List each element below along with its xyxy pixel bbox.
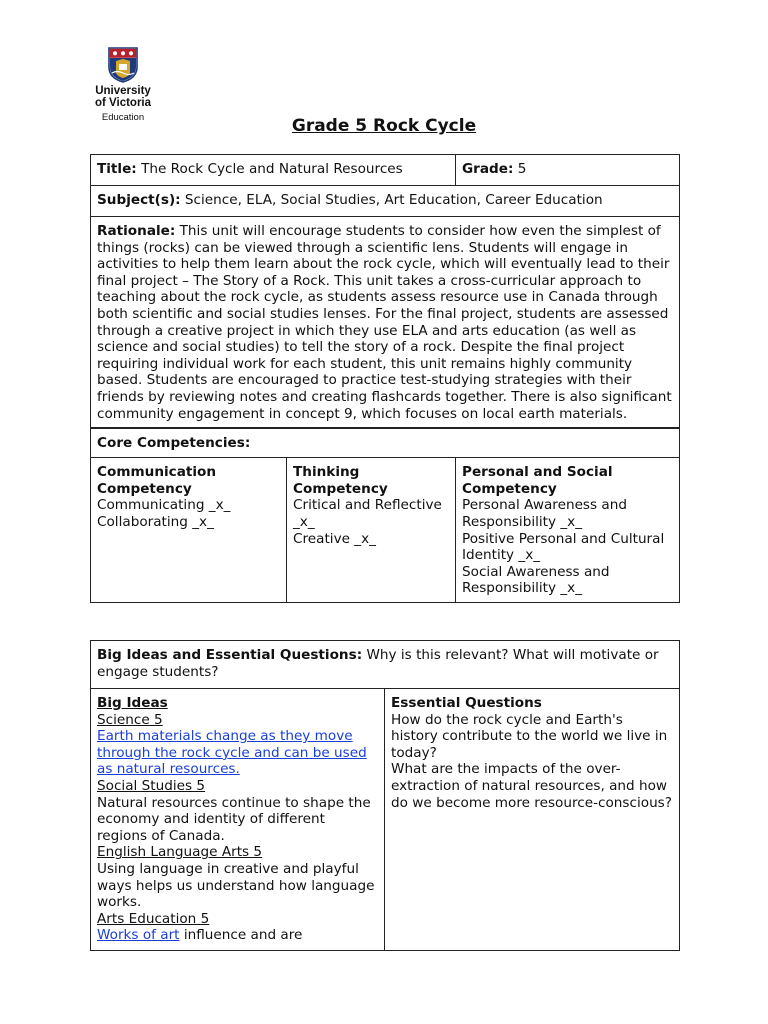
subjects-row <box>91 186 680 217</box>
logo-university-line1: University <box>95 85 151 97</box>
university-crest-icon <box>108 47 138 83</box>
subjects-label: Subject(s): <box>97 192 181 208</box>
core-competencies-cell <box>91 428 680 458</box>
competency-item: Creative _x_ <box>293 530 376 547</box>
unit-overview-table <box>90 154 680 603</box>
title-label: Title: <box>97 161 137 177</box>
university-logo <box>92 47 154 124</box>
grade-cell <box>456 155 680 186</box>
competency-heading: Communication Competency <box>97 464 217 497</box>
competencies-row <box>91 458 680 603</box>
competency-item: Collaborating _x_ <box>97 513 214 530</box>
core-competencies-label: Core Competencies: <box>97 435 251 452</box>
rationale-text: This unit will encourage students to consider how even the simplest of things (rocks) can be viewed through a scientific lens. Students will engage in activities to help them learn about the rock cycle, which will eventually lead to their final project – The Story of a Rock. This unit takes a cross-curricular approach to teaching about the rock cycle, as students assess resource use in Canada through both scientific and social studies lenses. For the final project, students are assessed through a creative project in which they use ELA and arts education (as well as science and social studies) to tell the story of a rock. Despite the final project requiring individual work for each student, this unit remains highly community based. Students are encouraged to practice test-studying strategies with their friends by reviewing notes and creating flashcards together. There is also significant community engagement in concept 9, which focuses on local earth materials. <box>97 223 672 422</box>
big-ideas-heading: Big Ideas <box>97 695 168 711</box>
competency-item: Personal Awareness and Responsibility _x_ <box>462 497 627 530</box>
competency-heading: Personal and Social Competency <box>462 464 613 497</box>
competency-item: Critical and Reflective _x_ <box>293 497 442 530</box>
essential-question: How do the rock cycle and Earth's history contribute to the world we live in today? <box>391 711 668 761</box>
essential-questions-cell <box>385 689 680 951</box>
rationale-cell <box>91 217 680 429</box>
personal-social-competency-cell <box>456 458 680 603</box>
arts-education-label: Arts Education 5 <box>97 910 210 927</box>
essential-questions-heading: Essential Questions <box>391 695 542 711</box>
big-ideas-header-label: Big Ideas and Essential Questions: <box>97 647 363 663</box>
works-of-art-link[interactable]: Works of art <box>97 927 180 944</box>
thinking-competency-cell <box>287 458 456 603</box>
rationale-label: Rationale: <box>97 223 176 239</box>
social-studies-label: Social Studies 5 <box>97 777 206 794</box>
big-ideas-header-cell <box>91 641 680 689</box>
competency-item: Communicating _x_ <box>97 497 231 514</box>
title-cell <box>91 155 456 186</box>
science-big-idea-link[interactable]: Earth materials change as they move through the rock cycle and can be used as natural resources. <box>97 728 367 778</box>
big-ideas-cell <box>91 689 385 951</box>
rationale-row <box>91 217 680 429</box>
grade-label: Grade: <box>462 161 514 177</box>
ela-text: Using language in creative and playful ways helps us understand how language works. <box>97 860 375 911</box>
essential-question: What are the impacts of the over-extraction of natural resources, and how do we become more resource-conscious? <box>391 761 672 811</box>
logo-university-line2: of Victoria <box>94 97 152 109</box>
communication-competency-cell <box>91 458 287 603</box>
arts-text: influence and are <box>179 927 303 944</box>
big-ideas-header-text: Why is this relevant? What will motivate or engage students? <box>97 647 659 680</box>
social-studies-text: Natural resources continue to shape the economy and identity of different regions of Canada. <box>97 794 371 844</box>
competency-heading: Thinking Competency <box>293 464 388 497</box>
logo-faculty: Education <box>101 112 145 123</box>
title-value: The Rock Cycle and Natural Resources <box>136 161 403 177</box>
subjects-cell <box>91 186 680 217</box>
big-ideas-content-row <box>91 689 680 951</box>
subjects-value: Science, ELA, Social Studies, Art Education, Career Education <box>180 192 603 208</box>
big-ideas-table <box>90 640 680 951</box>
science-label: Science 5 <box>97 711 163 728</box>
grade-value: 5 <box>513 161 527 177</box>
core-competencies-row <box>91 428 680 458</box>
title-row <box>91 155 680 186</box>
document-title: Grade 5 Rock Cycle <box>291 116 477 136</box>
competency-item: Positive Personal and Cultural Identity _x_ <box>462 530 665 564</box>
big-ideas-header-row <box>91 641 680 689</box>
ela-label: English Language Arts 5 <box>97 844 263 861</box>
competency-item: Social Awareness and Responsibility _x_ <box>462 563 610 597</box>
